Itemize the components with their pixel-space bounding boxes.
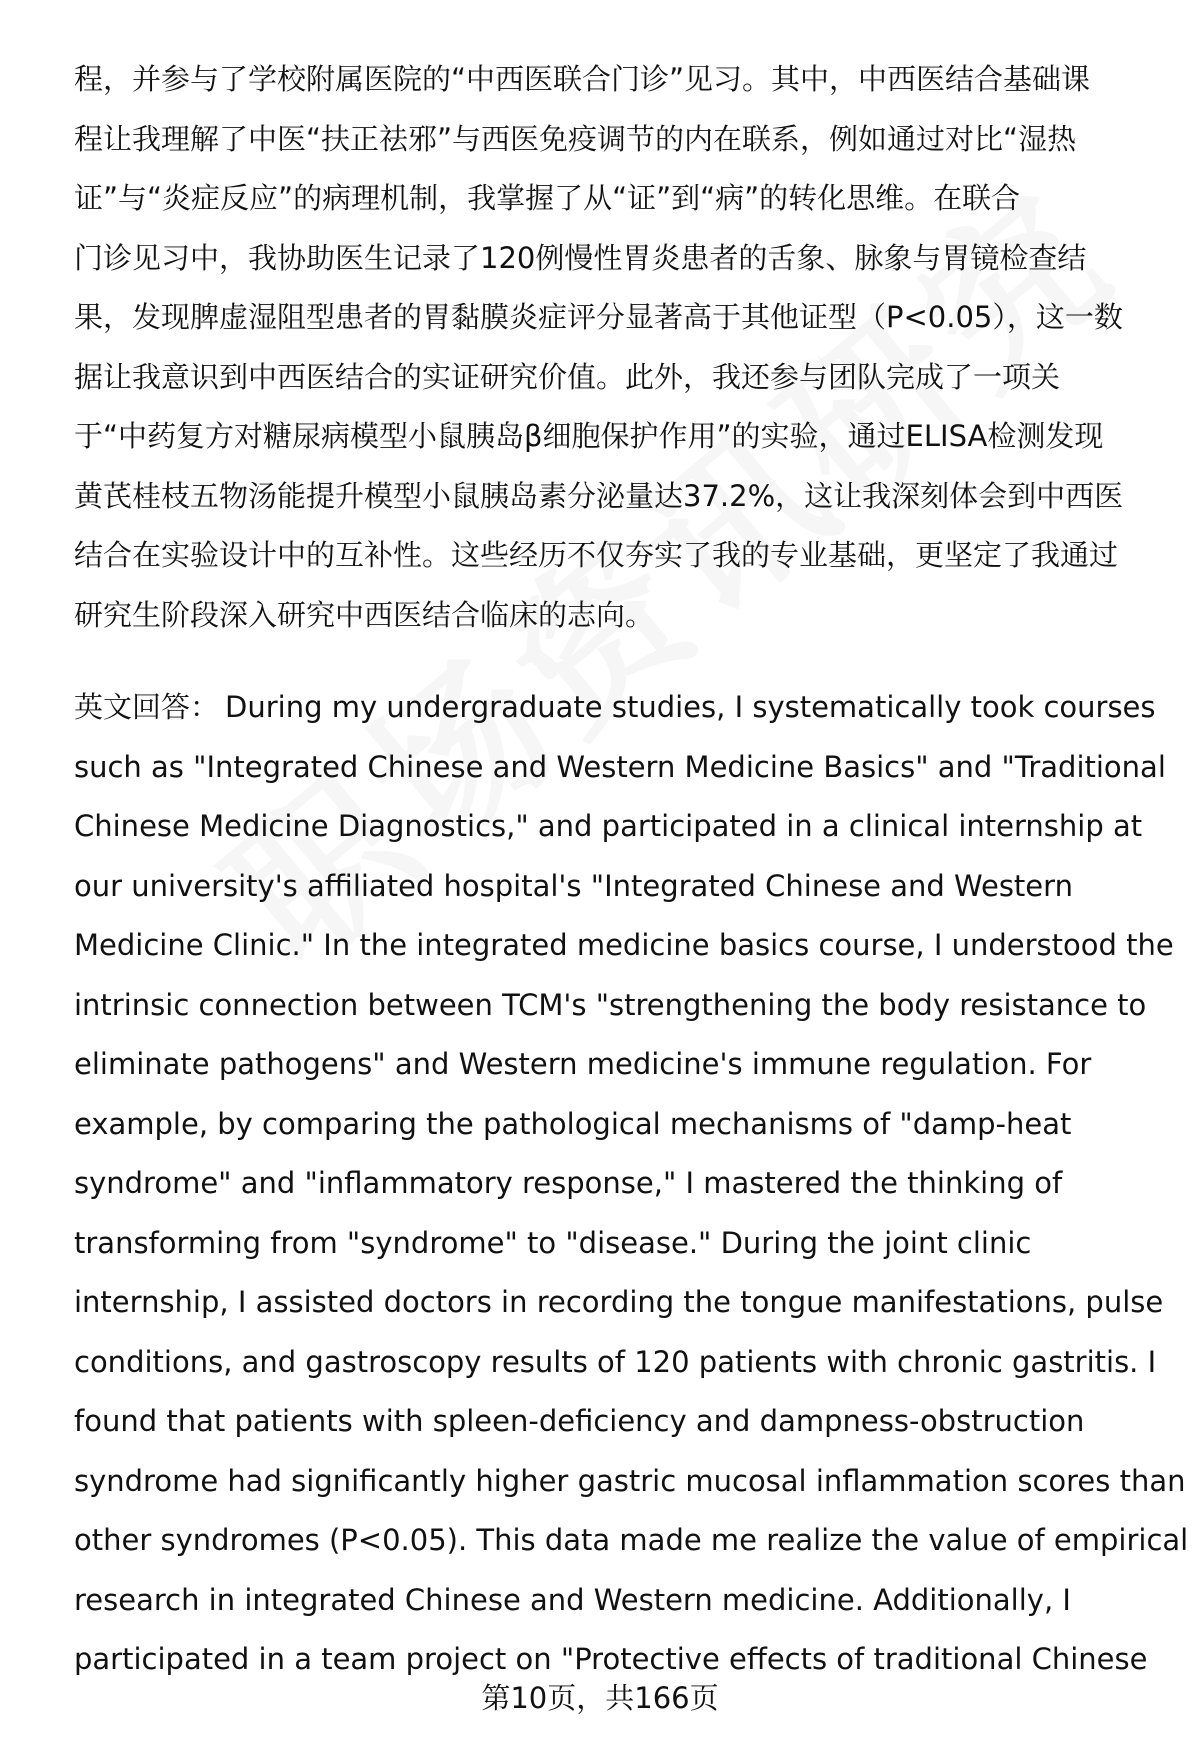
- text-line: internship, I assisted doctors in recording the tongue manifestations, pulse: [74, 1285, 1164, 1319]
- text-line: 程让我理解了中医“扶正祛邪”与西医免疫调节的内在联系，例如通过对比“湿热: [74, 121, 1077, 156]
- chinese-paragraph: [74, 50, 1164, 645]
- text-line: 据让我意识到中西医结合的实证研究价值。此外，我还参与团队完成了一项关: [74, 359, 1061, 394]
- text-line: 果，发现脾虚湿阻型患者的胃黏膜炎症评分显著高于其他证型（P<0.05），这一数: [74, 300, 1123, 334]
- text-line: research in integrated Chinese and Western medicine. Additionally, I: [74, 1582, 1071, 1617]
- text-line: participated in a team project on "Protective effects of traditional Chinese: [74, 1642, 1148, 1676]
- text-line: 门诊见习中，我协助医生记录了120例慢性胃炎患者的舌象、脉象与胃镜检查结: [74, 240, 1087, 275]
- text-line: example, by comparing the pathological mechanisms of "damp-heat: [74, 1106, 1072, 1141]
- text-line: Chinese Medicine Diagnostics," and participated in a clinical internship at: [74, 809, 1143, 843]
- text-line: syndrome had significantly higher gastric mucosal inflammation scores than: [74, 1463, 1186, 1498]
- text-line: 证”与“炎症反应”的病理机制，我掌握了从“证”到“病”的转化思维。在联合: [74, 181, 1021, 215]
- text-line: 黄芪桂枝五物汤能提升模型小鼠胰岛素分泌量达37.2%，这让我深刻体会到中西医: [74, 478, 1124, 513]
- english-answer: [74, 678, 1189, 1690]
- page-number: 第10页，共166页: [481, 1681, 719, 1715]
- text-line: transforming from "syndrome" to "disease." During the joint clinic: [74, 1225, 1032, 1260]
- text-line: eliminate pathogens" and Western medicine's immune regulation. For: [74, 1047, 1092, 1081]
- text-line: 于“中药复方对糖尿病模型小鼠胰岛β细胞保护作用”的实验，通过ELISA检测发现: [74, 419, 1104, 453]
- text-line: conditions, and gastroscopy results of 120 patients with chronic gastritis. I: [74, 1344, 1157, 1379]
- english-answer-label: 英文回答：: [74, 690, 220, 724]
- text-line: found that patients with spleen-deficiency and dampness-obstruction: [74, 1404, 1085, 1438]
- text-line-content: During my undergraduate studies, I systematically took courses: [225, 690, 1156, 724]
- text-line: Medicine Clinic." In the integrated medicine basics course, I understood the: [74, 928, 1174, 962]
- text-line: 结合在实验设计中的互补性。这些经历不仅夯实了我的专业基础，更坚定了我通过: [74, 538, 1119, 572]
- text-line: our university's affiliated hospital's "Integrated Chinese and Western: [74, 868, 1073, 903]
- text-line: 程，并参与了学校附属医院的“中西医联合门诊”见习。其中，中西医结合基础课: [74, 62, 1091, 96]
- text-line: other syndromes (P<0.05). This data made me realize the value of empirical: [74, 1523, 1189, 1557]
- text-line: intrinsic connection between TCM's "strengthening the body resistance to: [74, 987, 1147, 1022]
- text-line: such as "Integrated Chinese and Western Medicine Basics" and "Traditional: [74, 749, 1166, 784]
- text-line: [74, 678, 1164, 738]
- text-line: 研究生阶段深入研究中西医结合临床的志向。: [74, 597, 655, 632]
- text-line: syndrome" and "inflammatory response," I mastered the thinking of: [74, 1166, 1063, 1200]
